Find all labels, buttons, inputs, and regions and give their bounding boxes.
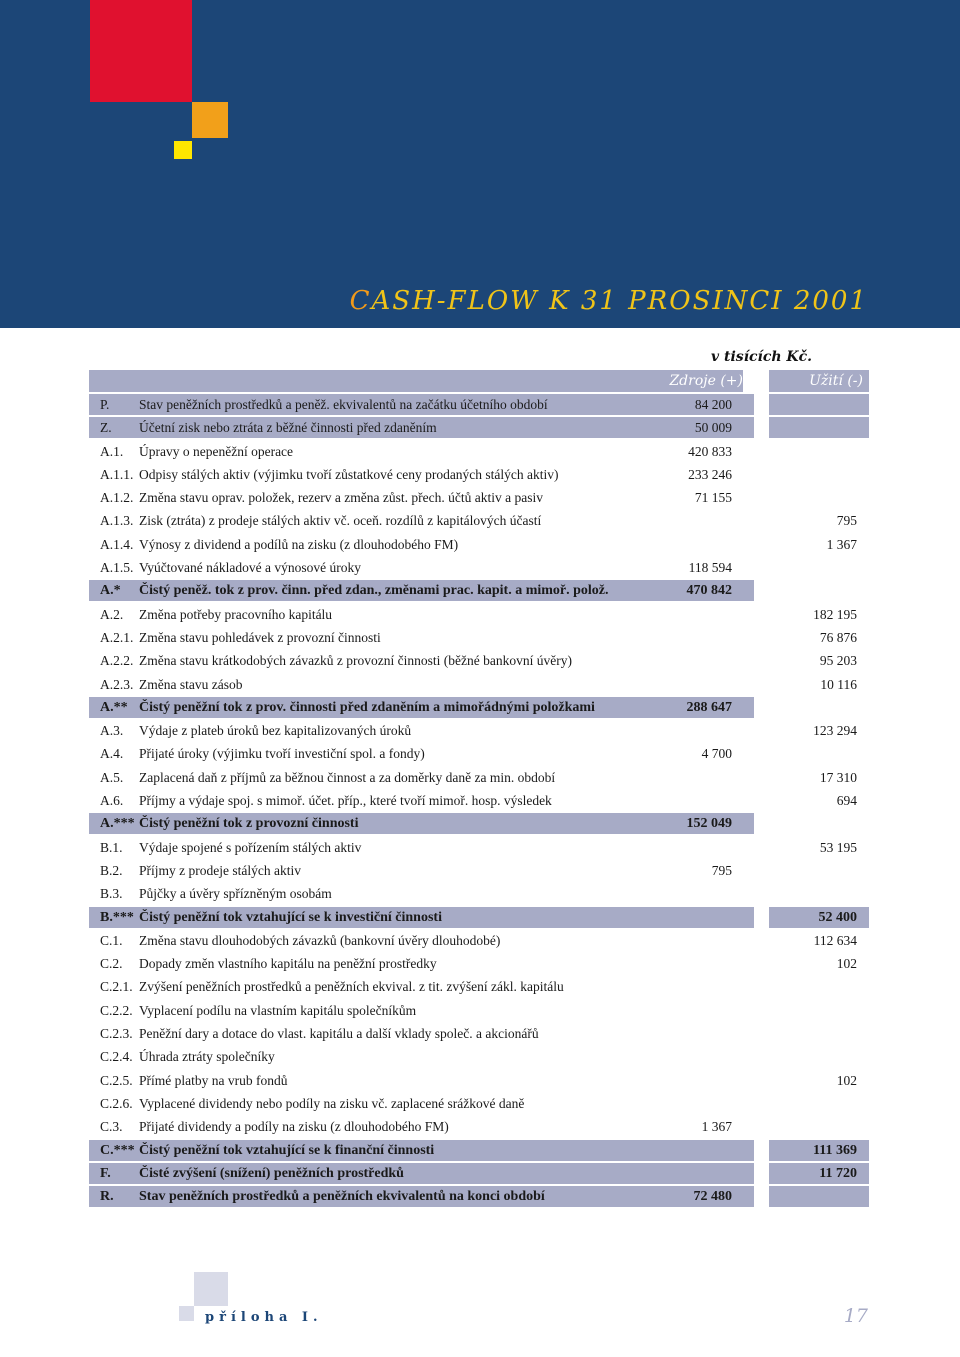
- row-uses-cell: [769, 719, 869, 742]
- logo-yellow-square: [174, 141, 192, 159]
- row-uses-value: 123 294: [813, 723, 857, 739]
- table-row: [89, 882, 869, 905]
- row-uses-value: 95 203: [819, 653, 857, 669]
- row-label: Zvýšení peněžních prostředků a peněžních ekvival. z tit. zvýšení zákl. kapitálu: [139, 979, 564, 995]
- table-row: [89, 836, 869, 859]
- row-sources-cell: [89, 603, 743, 626]
- row-code: C.2.1.: [100, 979, 133, 995]
- row-label: Příjmy z prodeje stálých aktiv: [139, 862, 301, 878]
- footer-square-small: [179, 1306, 194, 1321]
- row-sources-cell: [89, 556, 743, 579]
- title-rest: ASH-FLOW K 31 PROSINCI 2001: [371, 286, 868, 316]
- row-code: A.***: [100, 816, 135, 832]
- row-label: Změna stavu oprav. položek, rezerv a změna zůst. přech. účtů aktiv a pasiv: [139, 490, 543, 506]
- row-uses-cell: [769, 1092, 869, 1115]
- row-label: Změna stavu dlouhodobých závazků (bankovní úvěry dlouhodobé): [139, 932, 501, 948]
- column-header-uses: [769, 370, 869, 392]
- row-sources-cell: [89, 742, 743, 765]
- row-sources-cell: [89, 1162, 743, 1185]
- table-row: [89, 719, 869, 742]
- row-sources-value: 420 833: [688, 443, 732, 459]
- row-uses-cell: [769, 463, 869, 486]
- table-row: [89, 649, 869, 672]
- row-code: C.2.: [100, 956, 123, 972]
- table-row: [89, 1092, 869, 1115]
- row-label: Dopady změn vlastního kapitálu na peněžní prostředky: [139, 956, 437, 972]
- row-uses-value: 795: [836, 513, 857, 529]
- row-label: Úhrada ztráty společníky: [139, 1049, 275, 1065]
- row-uses-value: 111 369: [813, 1142, 857, 1158]
- row-sources-cell: [89, 416, 743, 439]
- row-uses-cell: [769, 766, 869, 789]
- row-uses-cell: [769, 952, 869, 975]
- table-row: [89, 766, 869, 789]
- table-row: [89, 440, 869, 463]
- row-uses-cell: [769, 556, 869, 579]
- row-code: B.1.: [100, 839, 123, 855]
- table-row: [89, 1069, 869, 1092]
- row-uses-value: 182 195: [813, 606, 857, 622]
- row-sources-cell: [89, 975, 743, 998]
- column-header-uses-label: Užití (-): [809, 373, 863, 389]
- row-uses-cell: [769, 509, 869, 532]
- row-label: Přímé platby na vrub fondů: [139, 1072, 288, 1088]
- row-code: A.1.2.: [100, 490, 134, 506]
- row-sources-cell: [89, 486, 743, 509]
- row-sources-cell: [89, 929, 743, 952]
- row-uses-value: 102: [836, 956, 857, 972]
- row-code: C.2.4.: [100, 1049, 133, 1065]
- table-row: [89, 812, 869, 835]
- row-sources-value: 152 049: [686, 816, 732, 832]
- row-label: Přijaté dividendy a podíly na zisku (z dlouhodobého FM): [139, 1119, 449, 1135]
- row-uses-cell: [769, 1185, 869, 1208]
- row-uses-cell: [769, 975, 869, 998]
- table-row: [89, 626, 869, 649]
- logo-red-square: [90, 0, 192, 102]
- table-row: [89, 929, 869, 952]
- row-uses-value: 10 116: [820, 676, 857, 692]
- row-code: A.4.: [100, 746, 124, 762]
- row-sources-value: 1 367: [701, 1119, 732, 1135]
- row-uses-cell: [769, 906, 869, 929]
- row-sources-cell: [89, 836, 743, 859]
- table-row: [89, 1139, 869, 1162]
- row-label: Čistý peněžní tok vztahující se k investiční činnosti: [139, 909, 442, 925]
- row-label: Čisté zvýšení (snížení) peněžních prostředků: [139, 1165, 404, 1181]
- table-row: [89, 579, 869, 602]
- row-uses-cell: [769, 440, 869, 463]
- row-label: Vyplacení podílu na vlastním kapitálu společníkům: [139, 1002, 417, 1018]
- row-sources-cell: [89, 882, 743, 905]
- row-label: Vyplacené dividendy nebo podíly na zisku vč. zaplacené srážkové daně: [139, 1095, 525, 1111]
- row-label: Čistý peněž. tok z prov. činn. před zdan., změnami prac. kapit. a mimoř. polož.: [139, 583, 609, 599]
- row-uses-cell: [769, 812, 869, 835]
- row-code: A.2.2.: [100, 653, 134, 669]
- table-row: [89, 486, 869, 509]
- row-sources-cell: [89, 859, 743, 882]
- table-row: [89, 789, 869, 812]
- column-header-sources-label: Zdroje (+): [669, 373, 743, 389]
- table-row: [89, 416, 869, 439]
- row-uses-value: 112 634: [813, 932, 857, 948]
- row-sources-cell: [89, 440, 743, 463]
- row-uses-cell: [769, 696, 869, 719]
- row-sources-cell: [89, 1022, 743, 1045]
- row-sources-value: 118 594: [688, 560, 732, 576]
- row-sources-cell: [89, 533, 743, 556]
- row-uses-cell: [769, 1045, 869, 1068]
- row-label: Úpravy o nepeněžní operace: [139, 443, 294, 459]
- table-row: [89, 1185, 869, 1208]
- row-sources-value: 4 700: [701, 746, 732, 762]
- table-row: [89, 603, 869, 626]
- title-first-letter: C: [349, 286, 372, 316]
- row-code: B.2.: [100, 862, 123, 878]
- row-sources-cell: [89, 1092, 743, 1115]
- row-uses-value: 1 367: [826, 536, 857, 552]
- row-code: C.2.3.: [100, 1026, 133, 1042]
- table-row: [89, 1022, 869, 1045]
- row-uses-cell: [769, 1139, 869, 1162]
- row-code: C.2.5.: [100, 1072, 133, 1088]
- row-code: B.3.: [100, 886, 123, 902]
- row-label: Vyúčtované nákladové a výnosové úroky: [139, 560, 361, 576]
- row-code: A.**: [100, 699, 128, 715]
- row-sources-cell: [89, 766, 743, 789]
- row-label: Výnosy z dividend a podílů na zisku (z dlouhodobého FM): [139, 536, 459, 552]
- row-label: Čistý peněžní tok z provozní činnosti: [139, 816, 359, 832]
- page-title: [350, 286, 868, 316]
- table-row: [89, 1045, 869, 1068]
- table-row: [89, 1162, 869, 1185]
- row-sources-cell: [89, 999, 743, 1022]
- page-number: 17: [843, 1305, 868, 1327]
- row-sources-cell: [89, 812, 743, 835]
- row-uses-value: 694: [836, 793, 857, 809]
- table-row: [89, 556, 869, 579]
- row-label: Zaplacená daň z příjmů za běžnou činnost a za doměrky daně za min. období: [139, 769, 556, 785]
- footer-square-large: [194, 1272, 228, 1306]
- row-label: Zisk (ztráta) z prodeje stálých aktiv vč. oceň. rozdílů z kapitálových účastí: [139, 513, 542, 529]
- row-sources-value: 233 246: [688, 466, 732, 482]
- row-sources-cell: [89, 1045, 743, 1068]
- row-uses-cell: [769, 1162, 869, 1185]
- column-header-sources: [89, 370, 743, 392]
- row-sources-cell: [89, 1139, 743, 1162]
- unit-label: v tisících Kč.: [711, 349, 812, 365]
- row-code: C.2.6.: [100, 1095, 133, 1111]
- footer-appendix-label: příloha I.: [205, 1310, 323, 1325]
- table-row: [89, 696, 869, 719]
- row-code: R.: [100, 1189, 114, 1205]
- row-sources-cell: [89, 789, 743, 812]
- row-uses-cell: [769, 603, 869, 626]
- row-uses-cell: [769, 859, 869, 882]
- row-code: B.***: [100, 909, 134, 925]
- row-label: Čistý peněžní tok z prov. činnosti před zdaněním a mimořádnými položkami: [139, 699, 595, 715]
- row-label: Stav peněžních prostředků a peněž. ekvivalentů na začátku účetního období: [139, 397, 548, 412]
- row-uses-cell: [769, 1069, 869, 1092]
- row-code: C.***: [100, 1142, 135, 1158]
- logo-orange-square: [192, 102, 228, 138]
- row-code: A.2.3.: [100, 676, 134, 692]
- row-code: C.1.: [100, 932, 123, 948]
- row-code: A.*: [100, 583, 121, 599]
- row-sources-cell: [89, 1115, 743, 1138]
- row-sources-cell: [89, 393, 743, 416]
- row-code: A.2.1.: [100, 629, 134, 645]
- row-uses-value: 102: [836, 1072, 857, 1088]
- row-uses-cell: [769, 533, 869, 556]
- row-label: Čistý peněžní tok vztahující se k finanční činnosti: [139, 1142, 435, 1158]
- row-label: Stav peněžních prostředků a peněžních ekvivalentů na konci období: [139, 1189, 545, 1205]
- row-uses-cell: [769, 1022, 869, 1045]
- table-row: [89, 509, 869, 532]
- cash-flow-table: [89, 393, 869, 1208]
- row-code: P.: [100, 397, 110, 412]
- row-sources-cell: [89, 649, 743, 672]
- row-sources-cell: [89, 579, 743, 602]
- row-sources-cell: [89, 1069, 743, 1092]
- row-uses-cell: [769, 882, 869, 905]
- table-row: [89, 533, 869, 556]
- row-code: A.3.: [100, 723, 124, 739]
- row-label: Výdaje spojené s pořízením stálých aktiv: [139, 839, 362, 855]
- row-uses-cell: [769, 486, 869, 509]
- row-code: Z.: [100, 420, 112, 436]
- table-row: [89, 859, 869, 882]
- row-uses-cell: [769, 789, 869, 812]
- table-row: [89, 1115, 869, 1138]
- row-uses-cell: [769, 742, 869, 765]
- row-uses-cell: [769, 393, 869, 416]
- row-uses-cell: [769, 626, 869, 649]
- row-uses-cell: [769, 579, 869, 602]
- row-sources-cell: [89, 696, 743, 719]
- row-sources-cell: [89, 509, 743, 532]
- row-code: A.1.5.: [100, 560, 134, 576]
- row-code: A.2.: [100, 606, 124, 622]
- row-code: A.1.1.: [100, 466, 134, 482]
- row-uses-cell: [769, 1115, 869, 1138]
- row-sources-value: 470 842: [686, 583, 732, 599]
- table-row: [89, 673, 869, 696]
- row-uses-cell: [769, 999, 869, 1022]
- table-row: [89, 975, 869, 998]
- row-sources-cell: [89, 673, 743, 696]
- row-code: A.1.: [100, 443, 124, 459]
- row-sources-cell: [89, 626, 743, 649]
- row-sources-cell: [89, 906, 743, 929]
- row-code: C.3.: [100, 1119, 123, 1135]
- row-sources-cell: [89, 1185, 743, 1208]
- table-row: [89, 906, 869, 929]
- row-uses-cell: [769, 673, 869, 696]
- table-row: [89, 393, 869, 416]
- row-sources-cell: [89, 952, 743, 975]
- row-label: Peněžní dary a dotace do vlast. kapitálu a další vklady společ. a akcionářů: [139, 1026, 539, 1042]
- row-label: Přijaté úroky (výjimku tvoří investiční spol. a fondy): [139, 746, 425, 762]
- row-label: Výdaje z plateb úroků bez kapitalizovaných úroků: [139, 723, 412, 739]
- row-label: Změna stavu zásob: [139, 676, 243, 692]
- row-label: Půjčky a úvěry spřízněným osobám: [139, 886, 332, 902]
- row-sources-value: 50 009: [694, 420, 732, 436]
- row-uses-value: 76 876: [819, 629, 857, 645]
- row-sources-value: 795: [711, 862, 732, 878]
- row-uses-cell: [769, 836, 869, 859]
- row-label: Změna stavu krátkodobých závazků z provozní činnosti (běžné bankovní úvěry): [139, 653, 572, 669]
- row-uses-value: 52 400: [818, 909, 857, 925]
- row-uses-value: 53 195: [819, 839, 857, 855]
- row-code: A.6.: [100, 793, 124, 809]
- row-code: A.5.: [100, 769, 124, 785]
- row-uses-cell: [769, 929, 869, 952]
- row-sources-value: 72 480: [693, 1189, 732, 1205]
- row-uses-value: 17 310: [819, 769, 857, 785]
- row-label: Odpisy stálých aktiv (výjimku tvoří zůstatkové ceny prodaných stálých aktiv): [139, 466, 559, 482]
- row-sources-cell: [89, 463, 743, 486]
- row-code: A.1.4.: [100, 536, 134, 552]
- table-row: [89, 742, 869, 765]
- row-code: A.1.3.: [100, 513, 134, 529]
- table-row: [89, 463, 869, 486]
- row-sources-value: 84 200: [694, 397, 732, 412]
- table-row: [89, 952, 869, 975]
- row-uses-cell: [769, 416, 869, 439]
- row-uses-value: 11 720: [819, 1165, 857, 1181]
- row-sources-cell: [89, 719, 743, 742]
- row-label: Příjmy a výdaje spoj. s mimoř. účet. příp., které tvoří mimoř. hosp. výsledek: [139, 793, 552, 809]
- row-label: Změna potřeby pracovního kapitálu: [139, 606, 333, 622]
- row-label: Účetní zisk nebo ztráta z běžné činnosti před zdaněním: [139, 420, 437, 436]
- table-row: [89, 999, 869, 1022]
- row-code: F.: [100, 1165, 111, 1181]
- row-code: C.2.2.: [100, 1002, 133, 1018]
- row-sources-value: 288 647: [686, 699, 732, 715]
- row-sources-value: 71 155: [694, 490, 732, 506]
- row-uses-cell: [769, 649, 869, 672]
- row-label: Změna stavu pohledávek z provozní činnosti: [139, 629, 381, 645]
